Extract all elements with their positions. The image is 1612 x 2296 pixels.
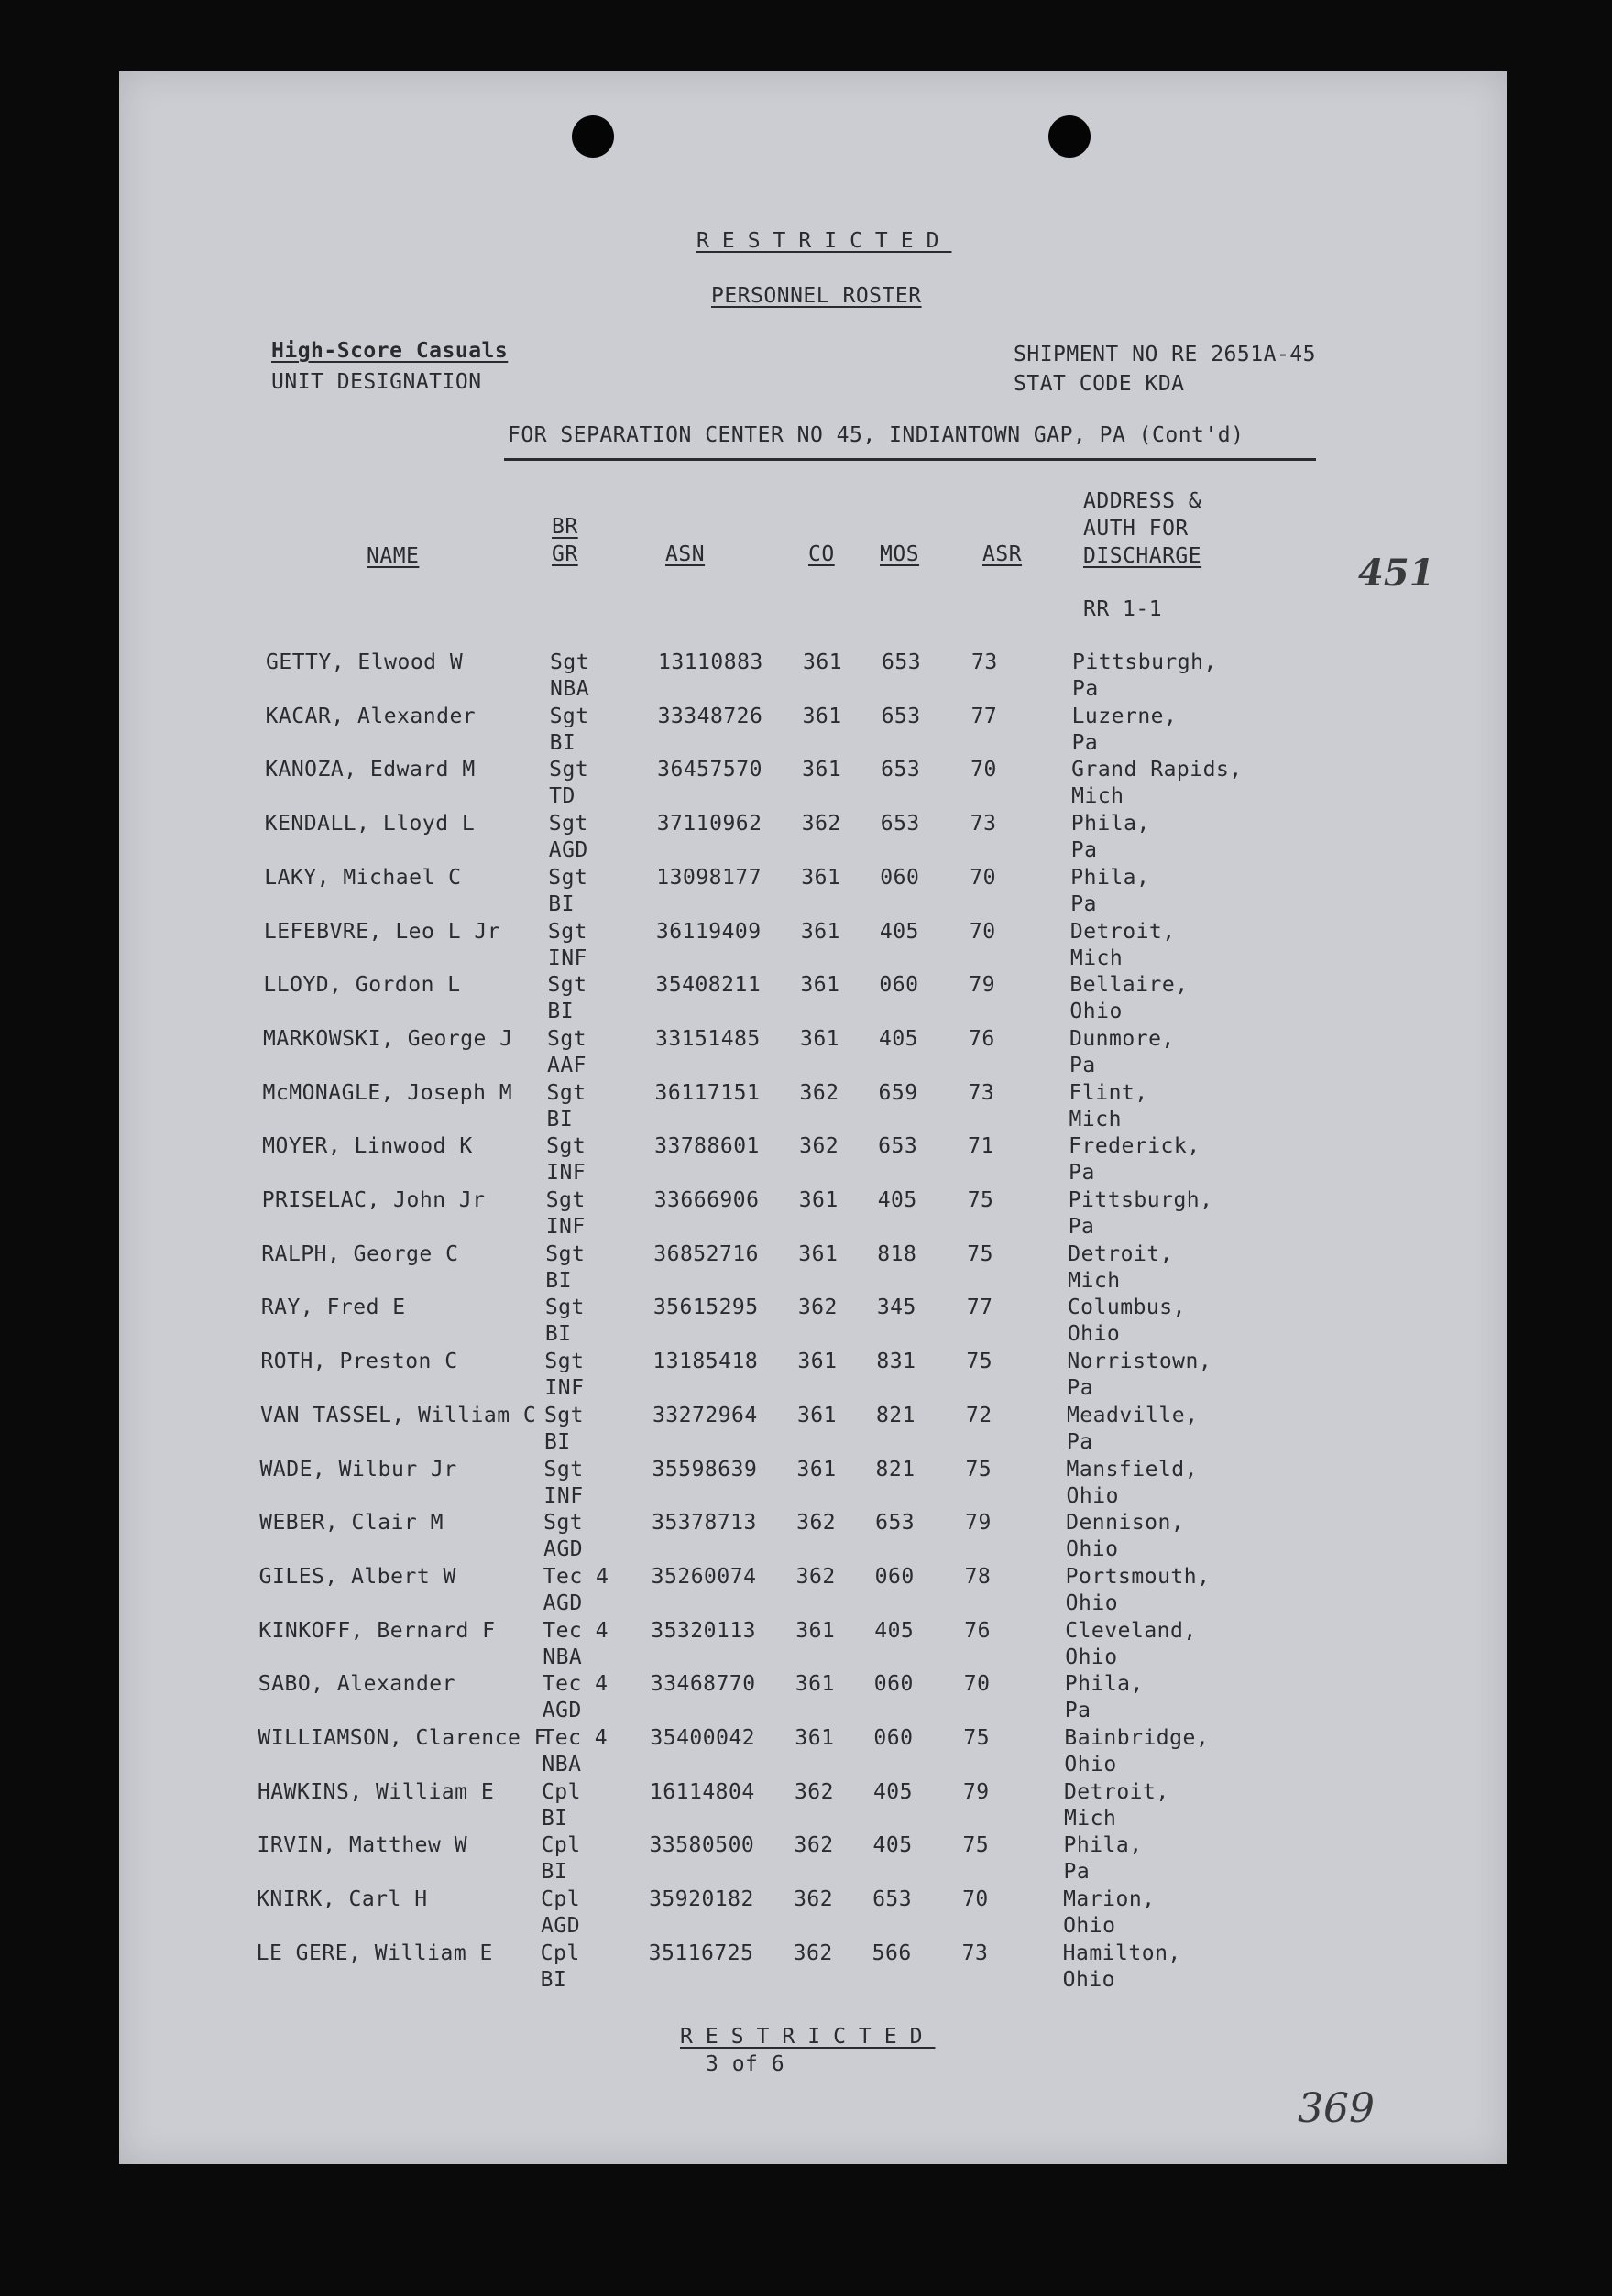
destination-underline — [504, 458, 1316, 461]
branch-cell: BI — [547, 1000, 575, 1024]
name-cell: KANOZA, Edward M — [265, 758, 476, 782]
asn-cell: 35400042 — [650, 1726, 756, 1750]
table-row — [116, 1081, 1504, 1134]
city-cell: Cleveland, — [1065, 1618, 1197, 1643]
name-cell: GILES, Albert W — [258, 1564, 456, 1589]
asn-cell: 33580500 — [649, 1833, 755, 1858]
grade-cell: Tec 4 — [543, 1618, 609, 1643]
asr-cell: 79 — [962, 1779, 990, 1804]
mos-cell: 821 — [875, 1403, 916, 1427]
mos-cell: 405 — [878, 1026, 919, 1051]
mos-cell: 405 — [877, 1188, 917, 1212]
company-cell: 362 — [794, 1887, 834, 1912]
shipment-number: SHIPMENT NO RE 2651A-45 — [1014, 343, 1316, 366]
company-cell: 362 — [797, 1296, 838, 1320]
table-row — [117, 866, 1505, 919]
city-cell: Flint, — [1069, 1080, 1148, 1105]
grade-cell: Sgt — [545, 1241, 586, 1266]
asr-cell: 73 — [970, 812, 997, 836]
unit-name: High-Score Casuals — [271, 339, 509, 363]
company-cell: 361 — [798, 1188, 839, 1212]
branch-cell: AGD — [543, 1591, 583, 1615]
punch-hole-right — [1048, 115, 1091, 158]
branch-cell: BI — [544, 1322, 572, 1347]
table-row — [111, 1780, 1498, 1833]
asn-cell: 35320113 — [651, 1618, 757, 1643]
mos-cell: 653 — [881, 758, 921, 782]
state-cell: Pa — [1066, 1429, 1093, 1454]
name-cell: LE GERE, William E — [256, 1941, 493, 1965]
table-row — [112, 1619, 1499, 1672]
table-row — [111, 1726, 1498, 1779]
city-cell: Detroit, — [1068, 1241, 1174, 1266]
company-cell: 362 — [794, 1833, 834, 1858]
asr-cell: 75 — [963, 1726, 991, 1750]
asr-cell: 75 — [962, 1833, 990, 1858]
company-cell: 361 — [796, 1457, 837, 1481]
asr-cell: 77 — [970, 704, 998, 728]
asr-cell: 73 — [968, 1080, 995, 1105]
state-cell: Ohio — [1067, 1322, 1121, 1347]
city-cell: Phila, — [1064, 1672, 1144, 1697]
branch-cell: AGD — [548, 838, 588, 863]
grade-cell: Sgt — [546, 1026, 587, 1051]
state-cell: Ohio — [1069, 1000, 1123, 1024]
branch-cell: AGD — [542, 1699, 582, 1723]
stat-code: STAT CODE KDA — [1014, 372, 1185, 396]
asr-cell: 73 — [961, 1941, 989, 1965]
city-cell: Phila, — [1070, 865, 1150, 890]
table-row — [110, 1887, 1497, 1941]
asn-cell: 13110883 — [658, 651, 763, 674]
name-cell: VAN TASSEL, William C — [259, 1403, 537, 1427]
state-cell: Mich — [1068, 1268, 1121, 1293]
name-cell: IRVIN, Matthew W — [257, 1833, 468, 1858]
state-cell: Mich — [1069, 1107, 1122, 1132]
company-cell: 361 — [803, 651, 843, 674]
branch-cell: BI — [545, 1268, 572, 1293]
table-row — [114, 1350, 1501, 1403]
grade-cell: Sgt — [548, 865, 588, 890]
asn-cell: 13185418 — [652, 1350, 759, 1374]
asn-cell: 33272964 — [652, 1403, 758, 1427]
state-cell: Pa — [1064, 1699, 1091, 1723]
branch-cell: AAF — [546, 1053, 587, 1077]
auth-reference: RR 1-1 — [1083, 597, 1163, 621]
asn-cell: 35615295 — [652, 1296, 759, 1320]
mos-cell: 345 — [876, 1296, 916, 1320]
state-cell: Ohio — [1065, 1591, 1119, 1615]
table-row — [115, 1242, 1502, 1296]
col-name-header: NAME — [367, 544, 420, 568]
grade-cell: Sgt — [545, 1188, 586, 1212]
state-cell: Mich — [1069, 946, 1124, 970]
name-cell: SABO, Alexander — [258, 1672, 456, 1697]
grade-cell: Tec 4 — [543, 1564, 609, 1589]
asn-cell: 35920182 — [649, 1887, 754, 1912]
city-cell: Frederick, — [1069, 1134, 1201, 1159]
city-cell: Marion, — [1063, 1887, 1156, 1912]
asr-cell: 70 — [963, 1672, 991, 1697]
punch-hole-left — [572, 115, 614, 158]
state-cell: Mich — [1071, 784, 1124, 809]
state-cell: Pa — [1068, 1215, 1095, 1239]
company-cell: 362 — [795, 1564, 836, 1589]
table-row — [115, 1134, 1503, 1187]
asr-cell: 76 — [964, 1618, 991, 1643]
asn-cell: 36119409 — [655, 919, 762, 944]
city-cell: Phila, — [1063, 1833, 1143, 1858]
company-cell: 362 — [801, 812, 841, 836]
grade-cell: Sgt — [543, 1457, 584, 1481]
roster-page — [119, 71, 1507, 2164]
name-cell: WILLIAMSON, Clarence F — [258, 1726, 548, 1750]
mos-cell: 405 — [872, 1779, 913, 1804]
company-cell: 361 — [798, 1241, 839, 1266]
branch-cell: BI — [548, 891, 575, 916]
branch-cell: INF — [545, 1215, 586, 1239]
grade-cell: Sgt — [549, 758, 589, 782]
city-cell: Pittsburgh, — [1072, 651, 1217, 674]
branch-cell: TD — [549, 784, 576, 809]
company-cell: 362 — [799, 1134, 839, 1159]
mos-cell: 653 — [881, 704, 921, 728]
asn-cell: 35116725 — [648, 1941, 754, 1965]
grade-cell: Cpl — [540, 1941, 580, 1965]
name-cell: PRISELAC, John Jr — [261, 1188, 486, 1212]
asr-cell: 71 — [968, 1134, 994, 1159]
table-row — [115, 1188, 1503, 1241]
asn-cell: 36457570 — [657, 758, 762, 782]
mos-cell: 653 — [880, 812, 920, 836]
mos-cell: 831 — [876, 1350, 916, 1374]
branch-cell: INF — [547, 946, 587, 970]
table-row — [119, 651, 1507, 704]
state-cell: Ohio — [1064, 1753, 1117, 1777]
city-cell: Phila, — [1070, 812, 1150, 836]
city-cell: Pittsburgh, — [1068, 1188, 1213, 1212]
page-number: 3 of 6 — [706, 2052, 785, 2076]
company-cell: 361 — [799, 1026, 840, 1051]
asr-cell: 72 — [965, 1403, 992, 1427]
branch-cell: INF — [546, 1161, 587, 1186]
grade-cell: Sgt — [543, 1403, 584, 1427]
asr-cell: 73 — [971, 651, 998, 674]
name-cell: LEFEBVRE, Leo L Jr — [263, 919, 501, 944]
company-cell: 361 — [795, 1618, 836, 1643]
branch-cell: BI — [540, 1967, 567, 1992]
branch-cell: NBA — [543, 1645, 583, 1669]
grade-cell: Sgt — [547, 973, 587, 998]
asn-cell: 35378713 — [652, 1511, 757, 1536]
company-cell: 362 — [793, 1941, 833, 1965]
city-cell: Columbus, — [1067, 1296, 1186, 1320]
asr-cell: 79 — [965, 1511, 992, 1536]
col-mos-header: MOS — [880, 542, 920, 566]
state-cell: Ohio — [1063, 1914, 1116, 1939]
mos-cell: 060 — [880, 865, 920, 890]
state-cell: Pa — [1071, 730, 1099, 755]
asr-cell: 70 — [962, 1887, 989, 1912]
city-cell: Detroit, — [1063, 1779, 1169, 1804]
branch-cell: INF — [543, 1483, 584, 1508]
table-row — [114, 1404, 1501, 1457]
name-cell: KINKOFF, Bernard F — [258, 1618, 496, 1643]
branch-cell: BI — [543, 1429, 571, 1454]
col-address-header-2: AUTH FOR — [1083, 517, 1189, 541]
table-row — [118, 812, 1506, 865]
state-cell: Pa — [1067, 1376, 1094, 1401]
company-cell: 362 — [799, 1080, 839, 1105]
company-cell: 361 — [800, 973, 840, 998]
asn-cell: 33788601 — [654, 1134, 760, 1159]
state-cell: Ohio — [1066, 1483, 1119, 1508]
grade-cell: Sgt — [549, 704, 589, 728]
city-cell: Mansfield, — [1066, 1457, 1199, 1481]
col-branch-header-2: GR — [552, 542, 578, 566]
mos-cell: 060 — [874, 1564, 915, 1589]
asn-cell: 33348726 — [657, 704, 763, 728]
city-cell: Meadville, — [1066, 1403, 1199, 1427]
company-cell: 361 — [801, 865, 841, 890]
company-cell: 362 — [794, 1779, 834, 1804]
asn-cell: 33151485 — [654, 1026, 761, 1051]
branch-cell: NBA — [542, 1753, 582, 1777]
handwritten-number-bottom: 369 — [1298, 2085, 1375, 2132]
mos-cell: 821 — [875, 1457, 916, 1481]
city-cell: Norristown, — [1067, 1350, 1212, 1374]
branch-cell: INF — [544, 1376, 585, 1401]
asn-cell: 37110962 — [656, 812, 762, 836]
asr-cell: 77 — [966, 1296, 993, 1320]
name-cell: MARKOWSKI, George J — [262, 1026, 513, 1051]
state-cell: Pa — [1070, 838, 1098, 863]
handwritten-number-top: 451 — [1358, 552, 1435, 595]
table-row — [114, 1458, 1501, 1511]
col-branch-header-1: BR — [552, 515, 578, 539]
asr-cell: 75 — [965, 1457, 992, 1481]
asn-cell: 36852716 — [653, 1241, 760, 1266]
table-row — [116, 973, 1504, 1026]
grade-cell: Cpl — [541, 1887, 581, 1912]
asn-cell: 35408211 — [655, 973, 762, 998]
mos-cell: 653 — [875, 1511, 916, 1536]
city-cell: Grand Rapids, — [1071, 758, 1243, 782]
col-asn-header: ASN — [665, 542, 706, 566]
mos-cell: 405 — [872, 1833, 913, 1858]
company-cell: 361 — [797, 1350, 838, 1374]
table-row — [112, 1672, 1499, 1725]
company-cell: 361 — [802, 704, 842, 728]
branch-cell: BI — [541, 1860, 568, 1885]
state-cell: Pa — [1069, 1053, 1096, 1077]
name-cell: KACAR, Alexander — [265, 704, 477, 728]
asr-cell: 75 — [966, 1350, 993, 1374]
city-cell: Portsmouth, — [1065, 1564, 1211, 1589]
grade-cell: Sgt — [548, 812, 588, 836]
name-cell: RAY, Fred E — [260, 1296, 406, 1320]
grade-cell: Tec 4 — [542, 1672, 609, 1697]
name-cell: KENDALL, Lloyd L — [264, 812, 476, 836]
asr-cell: 76 — [968, 1026, 995, 1051]
table-row — [119, 705, 1507, 758]
table-row — [113, 1565, 1500, 1618]
state-cell: Pa — [1070, 891, 1097, 916]
name-cell: LLOYD, Gordon L — [263, 973, 461, 998]
state-cell: Pa — [1063, 1860, 1091, 1885]
grade-cell: Sgt — [543, 1511, 584, 1536]
asr-cell: 70 — [969, 919, 996, 944]
branch-cell: BI — [546, 1107, 574, 1132]
mos-cell: 653 — [882, 651, 922, 674]
mos-cell: 653 — [872, 1887, 913, 1912]
company-cell: 361 — [796, 1403, 837, 1427]
classification-header: RESTRICTED — [696, 229, 952, 253]
city-cell: Luzerne, — [1071, 704, 1178, 728]
name-cell: HAWKINS, William E — [257, 1779, 495, 1804]
destination-line: FOR SEPARATION CENTER NO 45, INDIANTOWN GAP, PA (Cont'd) — [508, 423, 1245, 447]
city-cell: Dennison, — [1066, 1511, 1185, 1536]
name-cell: ROTH, Preston C — [260, 1350, 458, 1374]
branch-cell: BI — [549, 730, 576, 755]
state-cell: Ohio — [1065, 1645, 1118, 1669]
asn-cell: 36117151 — [654, 1080, 761, 1105]
asr-cell: 79 — [969, 973, 996, 998]
name-cell: LAKY, Michael C — [264, 865, 462, 890]
grade-cell: Sgt — [544, 1350, 585, 1374]
state-cell: Ohio — [1066, 1537, 1119, 1562]
company-cell: 361 — [795, 1672, 835, 1697]
asn-cell: 16114804 — [649, 1779, 755, 1804]
company-cell: 361 — [795, 1726, 835, 1750]
mos-cell: 405 — [879, 919, 919, 944]
asr-cell: 78 — [964, 1564, 992, 1589]
table-row — [117, 920, 1505, 973]
branch-cell: AGD — [543, 1537, 584, 1562]
name-cell: WADE, Wilbur Jr — [259, 1457, 457, 1481]
company-cell: 362 — [796, 1511, 837, 1536]
state-cell: Ohio — [1062, 1967, 1116, 1992]
grade-cell: Cpl — [541, 1779, 581, 1804]
state-cell: Mich — [1063, 1806, 1117, 1831]
mos-cell: 818 — [877, 1241, 917, 1266]
classification-footer: RESTRICTED — [680, 2025, 936, 2049]
asr-cell: 70 — [970, 758, 997, 782]
asr-cell: 70 — [970, 865, 996, 890]
name-cell: MOYER, Linwood K — [262, 1134, 473, 1159]
table-row — [118, 758, 1506, 811]
grade-cell: Sgt — [546, 1080, 587, 1105]
mos-cell: 405 — [874, 1618, 915, 1643]
mos-cell: 659 — [878, 1080, 918, 1105]
grade-cell: Sgt — [550, 651, 590, 674]
state-cell: Pa — [1069, 1161, 1095, 1186]
asn-cell: 33666906 — [653, 1188, 760, 1212]
grade-cell: Cpl — [541, 1833, 581, 1858]
asn-cell: 13098177 — [656, 865, 762, 890]
col-address-header-1: ADDRESS & — [1083, 489, 1202, 513]
asr-cell: 75 — [967, 1241, 993, 1266]
city-cell: Dunmore, — [1069, 1026, 1175, 1051]
table-row — [115, 1296, 1502, 1349]
mos-cell: 060 — [873, 1672, 914, 1697]
table-row — [111, 1833, 1498, 1886]
city-cell: Detroit, — [1069, 919, 1176, 944]
branch-cell: NBA — [550, 677, 590, 701]
table-row — [110, 1941, 1497, 1995]
name-cell: WEBER, Clair M — [259, 1511, 444, 1536]
grade-cell: Sgt — [546, 1134, 587, 1159]
asn-cell: 35260074 — [651, 1564, 757, 1589]
city-cell: Bellaire, — [1069, 973, 1189, 998]
grade-cell: Sgt — [544, 1296, 585, 1320]
city-cell: Hamilton, — [1062, 1941, 1181, 1965]
mos-cell: 653 — [878, 1134, 918, 1159]
table-row — [116, 1027, 1504, 1080]
table-row — [113, 1511, 1500, 1564]
col-address-header-3: DISCHARGE — [1083, 544, 1202, 568]
asr-cell: 75 — [967, 1188, 994, 1212]
branch-cell: BI — [541, 1806, 568, 1831]
state-cell: Pa — [1072, 677, 1099, 701]
grade-cell: Sgt — [547, 919, 587, 944]
company-cell: 361 — [802, 758, 842, 782]
name-cell: GETTY, Elwood W — [266, 651, 464, 674]
name-cell: KNIRK, Carl H — [257, 1887, 428, 1912]
company-cell: 361 — [800, 919, 840, 944]
roster-title: PERSONNEL ROSTER — [711, 284, 922, 308]
mos-cell: 060 — [879, 973, 919, 998]
grade-cell: Tec 4 — [542, 1726, 609, 1750]
branch-cell: AGD — [541, 1914, 581, 1939]
asn-cell: 33468770 — [650, 1672, 756, 1697]
name-cell: RALPH, George C — [261, 1241, 459, 1266]
col-asr-header: ASR — [982, 542, 1023, 566]
asn-cell: 35598639 — [652, 1457, 758, 1481]
mos-cell: 060 — [873, 1726, 914, 1750]
name-cell: McMONAGLE, Joseph M — [262, 1080, 513, 1105]
mos-cell: 566 — [872, 1941, 912, 1965]
city-cell: Bainbridge, — [1064, 1726, 1210, 1750]
col-co-header: CO — [808, 542, 835, 566]
unit-designation-label: UNIT DESIGNATION — [271, 370, 482, 394]
